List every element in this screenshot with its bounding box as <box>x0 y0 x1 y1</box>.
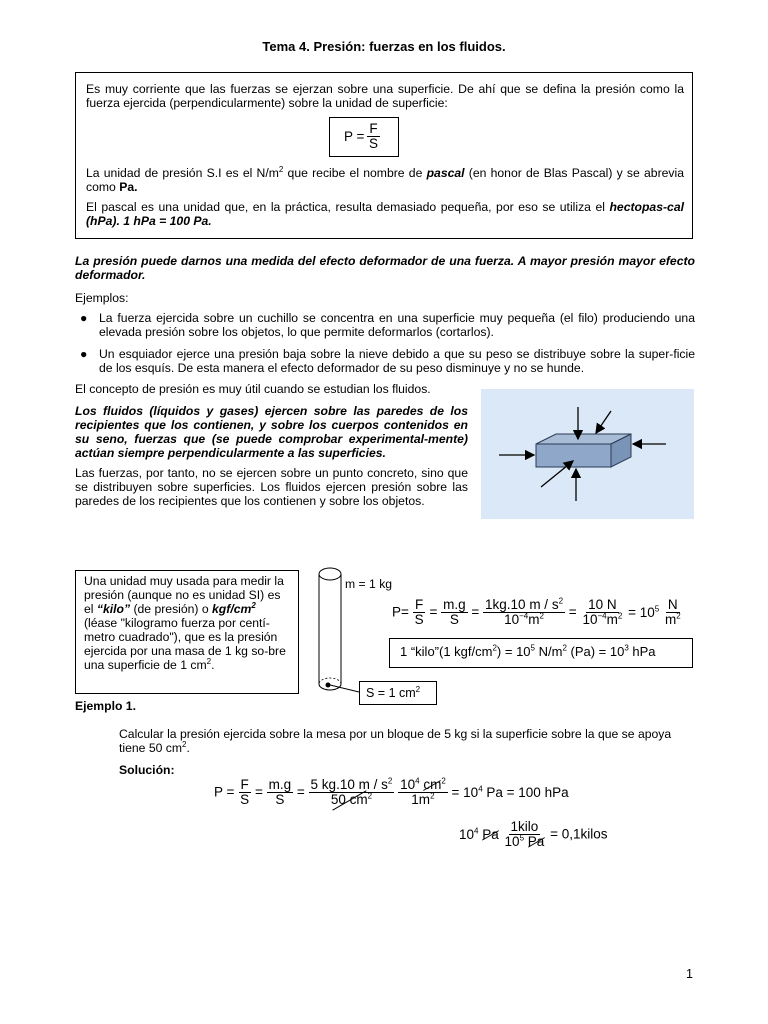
list-item: Un esquiador ejerce una presión baja sobre la nieve debido a que su peso se distribuye sobre la super-ficie de los esquís. De esta manera el efecto deformador de su peso disminuye y no se hunde. <box>99 347 695 375</box>
bullet-dot: ● <box>80 311 88 325</box>
eq-mg-den: S <box>449 612 459 627</box>
mass-label: m = 1 kg <box>345 577 393 591</box>
kgf-term: kgf/cm <box>212 602 252 616</box>
pa-abbrev: Pa. <box>119 180 138 194</box>
surface-sup: 2 <box>415 684 421 694</box>
equiv-text-a: 1 “kilo”(1 kgf/cm <box>400 644 493 659</box>
equiv-text-d: (Pa) = 10 <box>566 644 625 659</box>
surface-text: S = 1 cm <box>366 686 416 700</box>
si-unit-sup: 2 <box>278 164 284 174</box>
sol-mg-num: m.g <box>268 777 292 792</box>
eq-unit-num: N <box>667 597 678 612</box>
conv-num: 1kilo <box>510 819 539 834</box>
kilo-text-a: Una unidad muy usada para medir la presión (aunque no es unidad SI) es el <box>84 574 284 616</box>
equiv-text-c: N/m <box>534 644 563 659</box>
page-title: Tema 4. Presión: fuerzas en los fluidos. <box>262 39 506 54</box>
conv-unit: Pa <box>482 826 499 842</box>
example-statement <box>119 727 675 755</box>
eq-kg-den-unit: m <box>528 612 540 627</box>
equiv-text-b: ) = 10 <box>496 644 531 659</box>
deform-statement: La presión puede darnos una medida del efecto deformador de una fuerza. A mayor presión mayor efecto deformador. <box>75 254 695 282</box>
equiv-sup-2: 5 <box>530 643 535 653</box>
formula-lhs: P = <box>344 129 365 144</box>
eq-f-num: F <box>415 597 424 612</box>
cylinder-illustration <box>314 566 346 696</box>
eq-kg-num: 1kg.10 m / s <box>485 597 559 612</box>
conversion-equation <box>459 820 607 849</box>
fluids-concept: El concepto de presión es muy útil cuando se estudian los fluidos. <box>75 382 431 396</box>
conv-exp: 4 <box>474 826 479 835</box>
kilo-term: “kilo” <box>96 602 131 616</box>
sol-f-den: S <box>240 792 250 807</box>
sol-lhs: P = <box>214 784 235 800</box>
eq-lhs: P= <box>392 604 409 620</box>
sol-result-exp: 4 <box>478 784 483 793</box>
kilo-unit-box <box>75 570 299 694</box>
conv-value: 10 <box>459 826 475 842</box>
pascal-term: pascal <box>426 166 465 180</box>
eq-n-den: 10 <box>582 612 598 627</box>
eq-n-den-exp: −4 <box>597 611 607 621</box>
sol-conv-num: 10 <box>400 777 416 792</box>
eq-kg-den-exp: −4 <box>519 611 529 621</box>
equiv-text-e: hPa <box>628 644 656 659</box>
formula-denominator: S <box>369 136 379 151</box>
block-forces-illustration <box>481 389 694 519</box>
sol-conv-den: 1m <box>411 792 431 807</box>
conv-den: 10 <box>504 834 520 849</box>
eq-result-exp: 5 <box>654 604 660 613</box>
eq-kg-den-sup: 2 <box>539 611 544 621</box>
sol-result-unit: Pa = 100 hPa <box>482 784 569 800</box>
sol-mg-den: S <box>275 792 285 807</box>
kilo-equivalence-box <box>389 638 693 668</box>
sol-conv-exp: 4 <box>415 776 420 786</box>
eq-unit-den: m <box>664 612 677 627</box>
eq-n-den-sup: 2 <box>617 611 623 621</box>
kgf-sup: 2 <box>251 600 256 610</box>
conv-den-unit: Pa <box>527 834 545 849</box>
eq-result: = 10 <box>628 604 655 620</box>
conv-result: = 0,1kilos <box>550 826 608 842</box>
eq-n-num: 10 N <box>588 597 617 612</box>
bullet-dot: ● <box>80 347 88 361</box>
list-item: La fuerza ejercida sobre un cuchillo se concentra en una superficie muy pequeña (el filo) produciendo una elevada presión sobre los objetos, lo que permite deformarlos (cortarlos). <box>99 311 695 339</box>
si-unit-text-b: que recibe el nombre de <box>283 166 427 180</box>
kilo-text-b: (de presión) o <box>130 602 213 616</box>
page-number: 1 <box>686 967 693 981</box>
fluid-forces-figure <box>481 389 694 519</box>
hectopascal-paragraph <box>86 200 684 228</box>
sol-result: = 10 <box>451 784 479 800</box>
example-statement-text: Calcular la presión ejercida sobre la mesa por un bloque de 5 kg si la superficie sobre la que se apoya tiene 50 cm <box>119 727 672 755</box>
eq-kg-den: 10 <box>504 612 520 627</box>
solution-equation: P = $\frac{F}{S}$ = $\frac{m.g}{S}$ = $\frac{5 kg.10 m / s^2}{50 cm^2}$ $\frac{10^4 cm^2}{1m^2}$ = $10^4$ Pa = 100 hPa <box>214 776 569 807</box>
example-statement-end: . <box>186 741 190 755</box>
example-heading: Ejemplo 1. <box>75 699 136 713</box>
si-unit-text-c: (en honor de Blas Pascal) y se abrevia como <box>86 166 684 194</box>
equiv-sup-4: 3 <box>624 643 629 653</box>
formula-fraction <box>367 122 380 151</box>
definition-paragraph: Es muy corriente que las fuerzas se ejerzan sobre una superficie. De ahí que se defina la presión como la fuerza ejercida (perpendicularmente) sobre la unidad de superficie: <box>86 82 684 110</box>
sol-conv-unit: cm <box>423 777 442 792</box>
equiv-sup-1: 2 <box>492 643 497 653</box>
hectopascal-term: hectopas-cal (hPa). 1 hPa = 100 Pa. <box>86 200 684 228</box>
surface-pointer <box>330 682 362 696</box>
solution-label: Solución: <box>119 763 175 777</box>
kilo-text-d: . <box>211 658 215 672</box>
conv-den-exp: 5 <box>519 833 525 843</box>
hectopascal-text: El pascal es una unidad que, en la práctica, resulta demasiado pequeña, por eso se utiliza el <box>86 200 610 214</box>
definition-box <box>75 72 693 239</box>
eq-f-den: S <box>414 612 424 627</box>
equiv-sup-3: 2 <box>562 643 567 653</box>
kilo-text-sup: 2 <box>206 656 212 666</box>
eq-mg-num: m.g <box>443 597 466 612</box>
surface-box <box>359 681 437 705</box>
fluids-statement: Los fluidos (líquidos y gases) ejercen sobre las paredes de los recipientes que los contienen, y sobre los cuerpos contenidos en su seno, fuerzas que (se puede comprobar experimental-mente) actúan siempre perpendicularmente a las superficies. <box>75 404 468 460</box>
pressure-formula-box <box>329 117 399 157</box>
sol-kg-den: 50 cm <box>330 792 368 807</box>
example-statement-sup: 2 <box>182 739 187 749</box>
eq-kg-num-sup: 2 <box>558 596 564 606</box>
si-unit-text: La unidad de presión S.I es el N/m <box>86 166 279 180</box>
kilo-equation: P= $\frac{F}{S}$ = $\frac{m.g}{S}$ = $\frac{1kg.10 m / s^2}{10^{-4}m^2}$ = $\frac{10 N}{10^{-4}m^2}$ = $10^5$ $\frac{N}{m^2}$ <box>392 596 681 627</box>
formula-numerator: F <box>369 121 378 136</box>
si-unit-paragraph <box>86 166 684 194</box>
kilo-text-c: (léase "kilogramo fuerza por centí-metro cuadrado"), que es la presión ejercida por una masa de 1 kg so-bre una superficie de 1 cm <box>84 616 286 672</box>
fluids-forces-paragraph: Las fuerzas, por tanto, no se ejercen sobre un punto concreto, sino que se distribuyen sobre superficies. Los fluidos ejercen presión sobre las paredes de los recipientes que los contienen y sobre los objetos. <box>75 466 468 508</box>
eq-unit-den-sup: 2 <box>676 611 681 621</box>
sol-kg-num: 5 kg.10 m / s <box>310 777 388 792</box>
sol-f-num: F <box>240 777 249 792</box>
eq-n-den-unit: m <box>606 612 618 627</box>
examples-label: Ejemplos: <box>75 291 129 305</box>
